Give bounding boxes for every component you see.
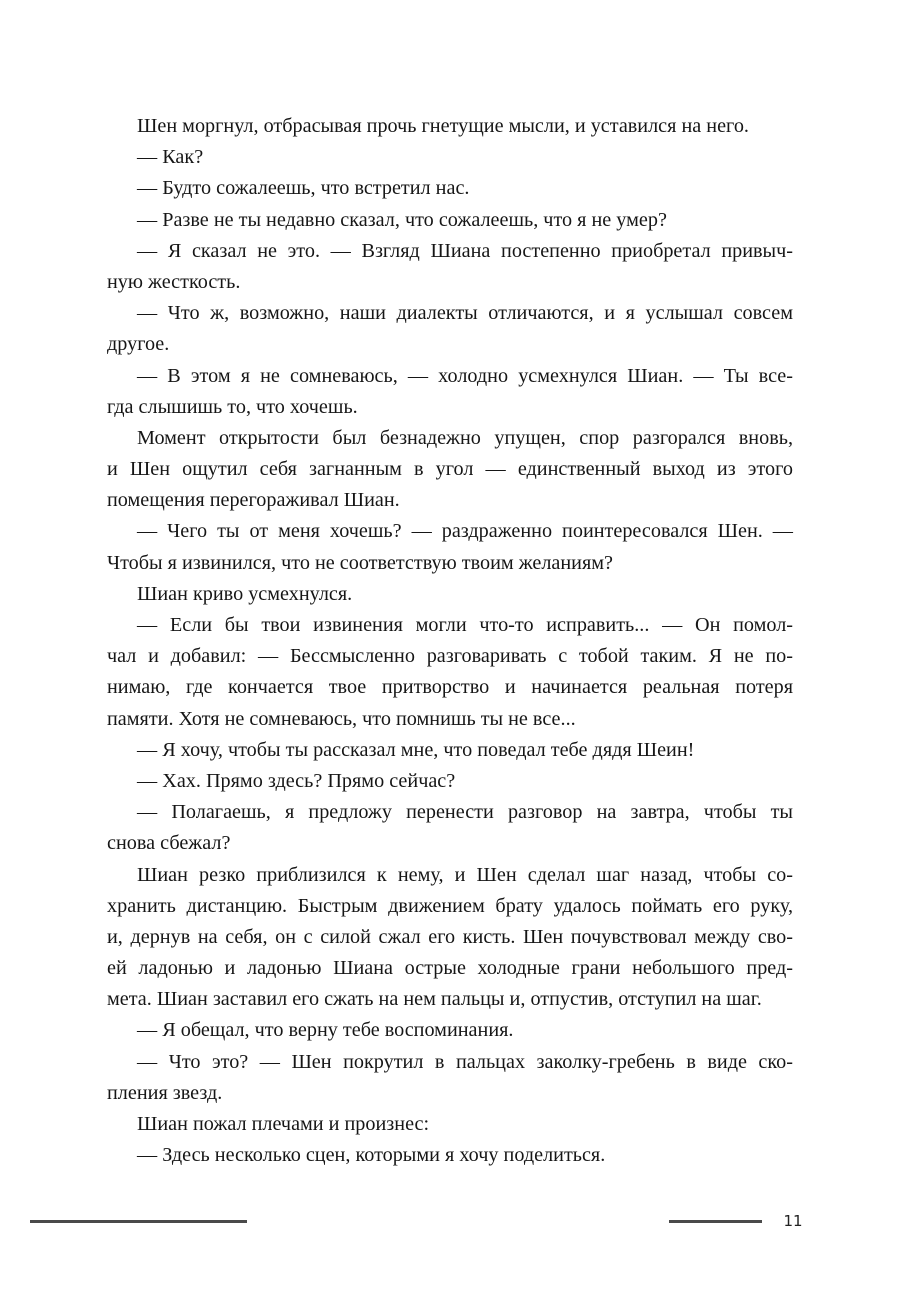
text-line: Шен моргнул, отбрасывая прочь гнетущие мысли, и уставился на него. — [137, 115, 749, 137]
text-line: хранить дистанцию. Быстрым движением брату удалось поймать его руку, — [107, 894, 793, 917]
text-line: Момент открытости был безнадежно упущен, спор разгорался вновь, — [137, 426, 793, 449]
body-text — [107, 111, 793, 1171]
text-line: и, дернув на себя, он с силой сжал его кисть. Шен почувствовал между сво- — [107, 925, 793, 948]
text-line: снова сбежал? — [107, 832, 231, 855]
text-line: — Я обещал, что верну тебе воспоминания. — [137, 1019, 514, 1042]
text-line: — Что ж, возможно, наши диалекты отличаются, и я услышал совсем — [137, 302, 793, 325]
text-line: памяти. Хотя не сомневаюсь, что помнишь ты не все... — [107, 707, 576, 730]
text-line: Чтобы я извинился, что не соответствую твоим желаниям? — [107, 551, 614, 574]
footer-rule-left — [30, 1220, 247, 1223]
text-line: — Как? — [137, 146, 204, 169]
text-line: — Если бы твои извинения могли что-то исправить... — Он помол- — [137, 614, 793, 636]
text-line: другое. — [107, 333, 170, 356]
text-line: — В этом я не сомневаюсь, — холодно усмехнулся Шиан. — Ты все- — [137, 364, 793, 387]
page-number: 11 — [783, 1212, 803, 1230]
text-line: — Полагаешь, я предложу перенести разговор на завтра, чтобы ты — [137, 801, 793, 824]
text-line: и Шен ощутил себя загнанным в угол — единственный выход из этого — [107, 458, 793, 481]
text-line: — Что это? — Шен покрутил в пальцах заколку-гребень в виде ско- — [137, 1050, 793, 1073]
text-line: — Хах. Прямо здесь? Прямо сейчас? — [137, 769, 456, 792]
text-line: чал и добавил: — Бессмысленно разговаривать с тобой таким. Я не по- — [107, 645, 793, 668]
text-line: нимаю, где кончается твое притворство и начинается реальная потеря — [107, 676, 793, 699]
text-line: пления звезд. — [107, 1081, 223, 1104]
text-line: — Разве не ты недавно сказал, что сожалеешь, что я не умер? — [137, 208, 667, 231]
text-line: ей ладонью и ладонью Шиана острые холодные грани небольшого пред- — [107, 957, 793, 980]
text-line: — Чего ты от меня хочешь? — раздраженно поинтересовался Шен. — — [137, 520, 793, 543]
text-line: мета. Шиан заставил его сжать на нем пальцы и, отпустив, отступил на шаг. — [107, 988, 762, 1011]
footer-rule-right — [669, 1220, 762, 1223]
text-line: помещения перегораживал Шиан. — [107, 489, 400, 512]
text-line: гда слышишь то, что хочешь. — [107, 395, 358, 418]
text-line: Шиан резко приблизился к нему, и Шен сделал шаг назад, чтобы со- — [137, 863, 793, 886]
text-line: — Я хочу, чтобы ты рассказал мне, что поведал тебе дядя Шеин! — [137, 738, 695, 761]
text-line: ную жесткость. — [107, 270, 241, 293]
text-line: — Я сказал не это. — Взгляд Шиана постепенно приобретал привыч- — [137, 239, 793, 262]
text-line: Шиан пожал плечами и произнес: — [137, 1113, 430, 1135]
text-line: Шиан криво усмехнулся. — [137, 582, 353, 605]
text-line: — Будто сожалеешь, что встретил нас. — [137, 177, 470, 200]
text-line: — Здесь несколько сцен, которыми я хочу поделиться. — [137, 1144, 606, 1167]
